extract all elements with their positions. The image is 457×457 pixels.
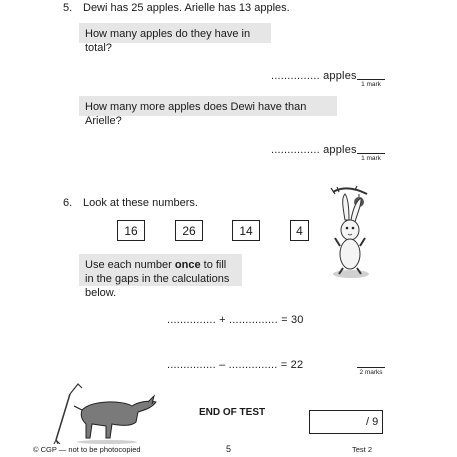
question-5a-text: How many apples do they have in total? [85, 28, 251, 54]
question-5a-prompt [79, 23, 271, 54]
score-box [309, 410, 383, 434]
number-box-4: 4 [290, 220, 309, 241]
answer-line-5a[interactable]: ............... apples [271, 70, 357, 82]
calculation-subtraction[interactable]: ............... – ............... = 22 [167, 359, 304, 371]
question-6-text: Look at these numbers. [83, 197, 198, 209]
instruction-pre: Use each number [85, 259, 175, 271]
instruction-bold: once [174, 259, 201, 271]
mark-label-6: 2 marks [359, 369, 383, 376]
instruction-post: to fill in the gaps in the calculations below. [85, 259, 230, 299]
question-5b-prompt [79, 96, 337, 127]
footer-page-number: 5 [226, 444, 232, 454]
footer-test-label: Test 2 [352, 445, 373, 454]
end-of-test-label: END OF TEST [199, 407, 266, 418]
rabbit-illustration [325, 184, 375, 280]
number-box-3: 14 [232, 220, 260, 241]
donkey-illustration [52, 380, 162, 444]
mark-line-6 [357, 367, 385, 368]
mark-line-5b [357, 153, 385, 154]
number-box-2: 26 [175, 220, 203, 241]
score-total: / 9 [366, 416, 379, 428]
question-5b-text: How many more apples does Dewi have than Arielle? [85, 101, 307, 127]
calculation-addition[interactable]: ............... + ............... = 30 [167, 314, 304, 326]
mark-label-5a: 1 mark [361, 81, 381, 88]
question-5-number: 5. [63, 2, 73, 14]
footer-copyright: © CGP — not to be photocopied [33, 445, 141, 454]
question-6-number: 6. [63, 197, 73, 209]
question-5-text: Dewi has 25 apples. Arielle has 13 apples. [83, 2, 290, 14]
answer-line-5b[interactable]: ............... apples [271, 144, 357, 156]
number-box-1: 16 [117, 220, 145, 241]
question-6-instruction [79, 254, 242, 299]
mark-line-5a [357, 79, 385, 80]
mark-label-5b: 1 mark [361, 155, 381, 162]
